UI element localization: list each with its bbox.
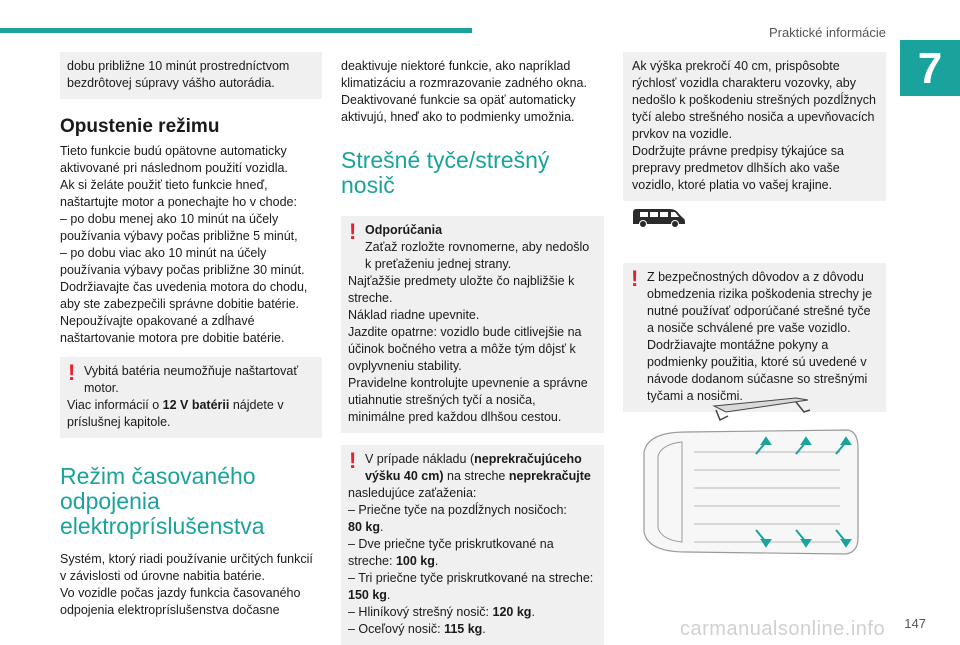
safety-warning-box: [623, 263, 886, 412]
section-heading-exit-mode: Opustenie režimu: [60, 116, 220, 137]
watermark: carmanualsonline.info: [680, 618, 886, 640]
recommendation-line: Jazdite opatrne: vozidlo bude citlivejšie na účinok bočného vetra a môže tým dôjsť k ovplyvneniu stability.: [348, 325, 582, 373]
column-middle: [341, 52, 604, 645]
height-info-box: [623, 52, 886, 201]
recommendation-line: Najťažšie predmety uložte čo najbližšie k streche.: [348, 274, 575, 305]
load-item: – Priečne tyče na pozdĺžnych nosičoch: 80 kg.: [348, 503, 567, 534]
paragraph: Deaktivované funkcie sa opäť automaticky aktivujú, hneď ako to podmienky umožnia.: [341, 93, 576, 124]
recommendation-line: Náklad riadne upevnite.: [348, 308, 480, 322]
column-right: [623, 52, 886, 412]
paragraph: Dodržiavajte čas uvedenia motora do chodu, aby ste zabezpečili správne dobitie batérie.: [60, 280, 308, 311]
battery-warning-box: [60, 357, 322, 438]
header-accent-bar: [0, 28, 472, 33]
warning-icon: !: [349, 448, 357, 473]
warning-text: Vybitá batéria neumožňuje naštartovať motor.: [84, 364, 299, 395]
paragraph: deaktivuje niektoré funkcie, ako napríklad klimatizáciu a rozmrazovanie zadného okna.: [341, 59, 587, 90]
page-number: 147: [904, 616, 926, 631]
section-title-roof-bars: Strešné tyče/strešný nosič: [341, 147, 550, 198]
paragraph: Nepoužívajte opakované a zdĺhavé naštartovanie motora pre dobitie batérie.: [60, 314, 285, 345]
continued-text: [341, 52, 604, 126]
intro-box-text: dobu približne 10 minút prostredníctvom bezdrôtovej súpravy vášho autorádia.: [67, 59, 290, 90]
recommendation-line: Zaťaž rozložte rovnomerne, aby nedošlo k preťaženiu jednej strany.: [365, 240, 590, 271]
recommendation-line: Pravidelne kontrolujte upevnenie a správne utiahnutie strešných tyčí a nosiča, minimálne pred každou dlhšou cestou.: [348, 376, 588, 424]
load-item: – Oceľový nosič: 115 kg.: [348, 622, 486, 636]
recommendations-box: [341, 216, 604, 433]
paragraph: – po dobu menej ako 10 minút na účely používania výbavy počas približne 5 minút,: [60, 212, 298, 243]
warning-icon: !: [631, 266, 639, 291]
load-intro: nasledujúce zaťaženia:: [348, 486, 477, 500]
paragraph: Ak si želáte použiť tieto funkcie hneď, naštartujte motor a ponechajte ho v chode:: [60, 178, 297, 209]
paragraph: Tieto funkcie budú opätovne automaticky aktivované pri následnom použití vozidla.: [60, 144, 288, 175]
roof-bar-illustration: [636, 392, 866, 560]
warning-icon: !: [349, 219, 357, 244]
paragraph: Systém, ktorý riadi používanie určitých funkcií v závislosti od úrovne nabitia batérie.: [60, 552, 313, 583]
section-title-timed-cutoff: Režim časovaného odpojenia elektropríslušenstva: [60, 463, 265, 539]
load-item: – Dve priečne tyče priskrutkované na streche: 100 kg.: [348, 537, 554, 568]
van-icon: [630, 205, 686, 229]
paragraph: Dodržujte právne predpisy týkajúce sa prepravy predmetov dlhších ako vaše vozidlo, ktoré platia vo vašej krajine.: [632, 144, 844, 192]
column-left: [60, 52, 322, 619]
paragraph: Vo vozidle počas jazdy funkcia časovaného odpojenia elektropríslušenstva dočasne: [60, 586, 301, 617]
warning-text-more: Viac informácií o 12 V batérii nájdete v príslušnej kapitole.: [67, 398, 284, 429]
load-intro: výšku 40 cm) na streche neprekračujte: [365, 469, 591, 483]
intro-box: [60, 52, 322, 99]
load-limits-box: [341, 445, 604, 645]
chapter-number-badge: 7: [900, 40, 960, 96]
warning-icon: !: [68, 360, 76, 385]
load-item: – Tri priečne tyče priskrutkované na streche: 150 kg.: [348, 571, 594, 602]
warning-text: Z bezpečnostných dôvodov a z dôvodu obmedzenia rizika poškodenia strechy je nutné používať odporúčané strešné tyče a nosiče schválené pre vaše vozidlo. Dodržiavajte montážne pokyny a podmienky použitia, ktoré sú uvedené v návode dodanom súčasne so strešnými tyčami a nosičmi.: [647, 270, 873, 403]
paragraph: – po dobu viac ako 10 minút na účely používania výbavy počas približne 30 minút.: [60, 246, 305, 277]
load-intro: V prípade nákladu (neprekračujúceho: [365, 452, 582, 466]
timed-cutoff-body: [60, 551, 322, 619]
paragraph: Ak výška prekročí 40 cm, prispôsobte rýchlosť vozidla charakteru vozovky, aby nedošlo k poškodeniu strešných pozdĺžnych tyčí alebo strešného nosiča a upevňovacích prvkov na vozidle.: [632, 59, 876, 141]
exit-mode-body: [60, 143, 322, 347]
header-title: Praktické informácie: [768, 25, 886, 40]
load-item: – Hliníkový strešný nosič: 120 kg.: [348, 605, 535, 619]
recommendations-title: Odporúčania: [365, 223, 443, 237]
